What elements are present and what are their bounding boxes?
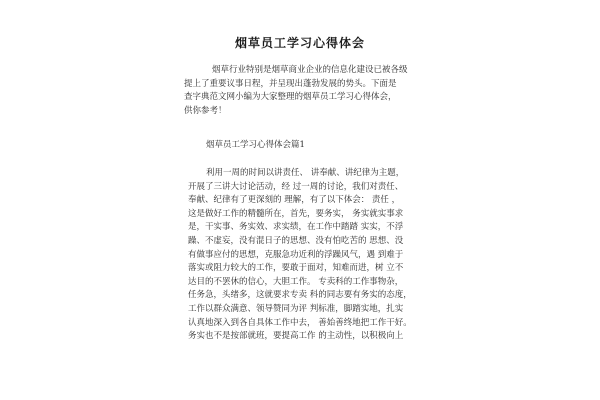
body-line: 达目的不罢休的信心，大胆工作。 专卖科的工作事物杂， <box>188 276 404 287</box>
body-line: 躁、不虚妄，没有混日子的思想、没有怕吃苦的 思想、没 <box>188 235 404 246</box>
body-line: 落实或阻力较大的工作，要敢于面对，知难而进，树 立不 <box>188 263 404 274</box>
body-line: 奉献、纪律有了更深刻的 理解，有了以下体会： 责任 ， <box>188 195 401 206</box>
body-line: 有做事应付的思想，克服急功近利的浮躁风气，遇 到难于 <box>188 249 404 260</box>
body-line: 是，干实事、务实效、求实绩，在工作中踏踏 实实，不浮 <box>188 222 404 233</box>
body-line: 这是做好工作的精髓所在，首先，要务实， 务实就实事求 <box>188 208 404 219</box>
body-line: 开展了三讲大讨论活动，经 过一周的讨论，我们对责任、 <box>188 181 404 192</box>
body-line: 认真地深入到各自具体工作中去， 善始善终地把工作干好。 <box>188 317 412 328</box>
body-line: 工作以群众满意、领导赞同为评 判标准，脚踏实地，扎实 <box>188 303 404 314</box>
document-title: 烟草员工学习心得体会 <box>234 36 365 50</box>
body-paragraph <box>188 166 438 343</box>
intro-line: 烟草行业特别是烟草商业企业的信息化建设已被各级 <box>212 65 408 75</box>
body-line: 任务急，头绪多，这就要求专卖 科的同志要有务实的态度， <box>188 290 412 301</box>
intro-line: 提上了重要议事日程，并呈现出蓬勃发展的势头。下面是 <box>184 78 397 89</box>
intro-line: 查字典范文网小编为大家整理的烟草员工学习心得体会， <box>184 92 397 103</box>
body-line: 利用一周的时间以讲责任、 讲奉献、讲纪律为主题， <box>206 168 405 178</box>
intro-paragraph <box>184 64 434 118</box>
intro-line: 供你参考！ <box>184 105 227 116</box>
section-heading: 烟草员工学习心得体会篇1 <box>206 140 305 150</box>
body-line: 务实也不是按部就班，要提高工作 的主动性，以积极向上 <box>188 331 404 342</box>
